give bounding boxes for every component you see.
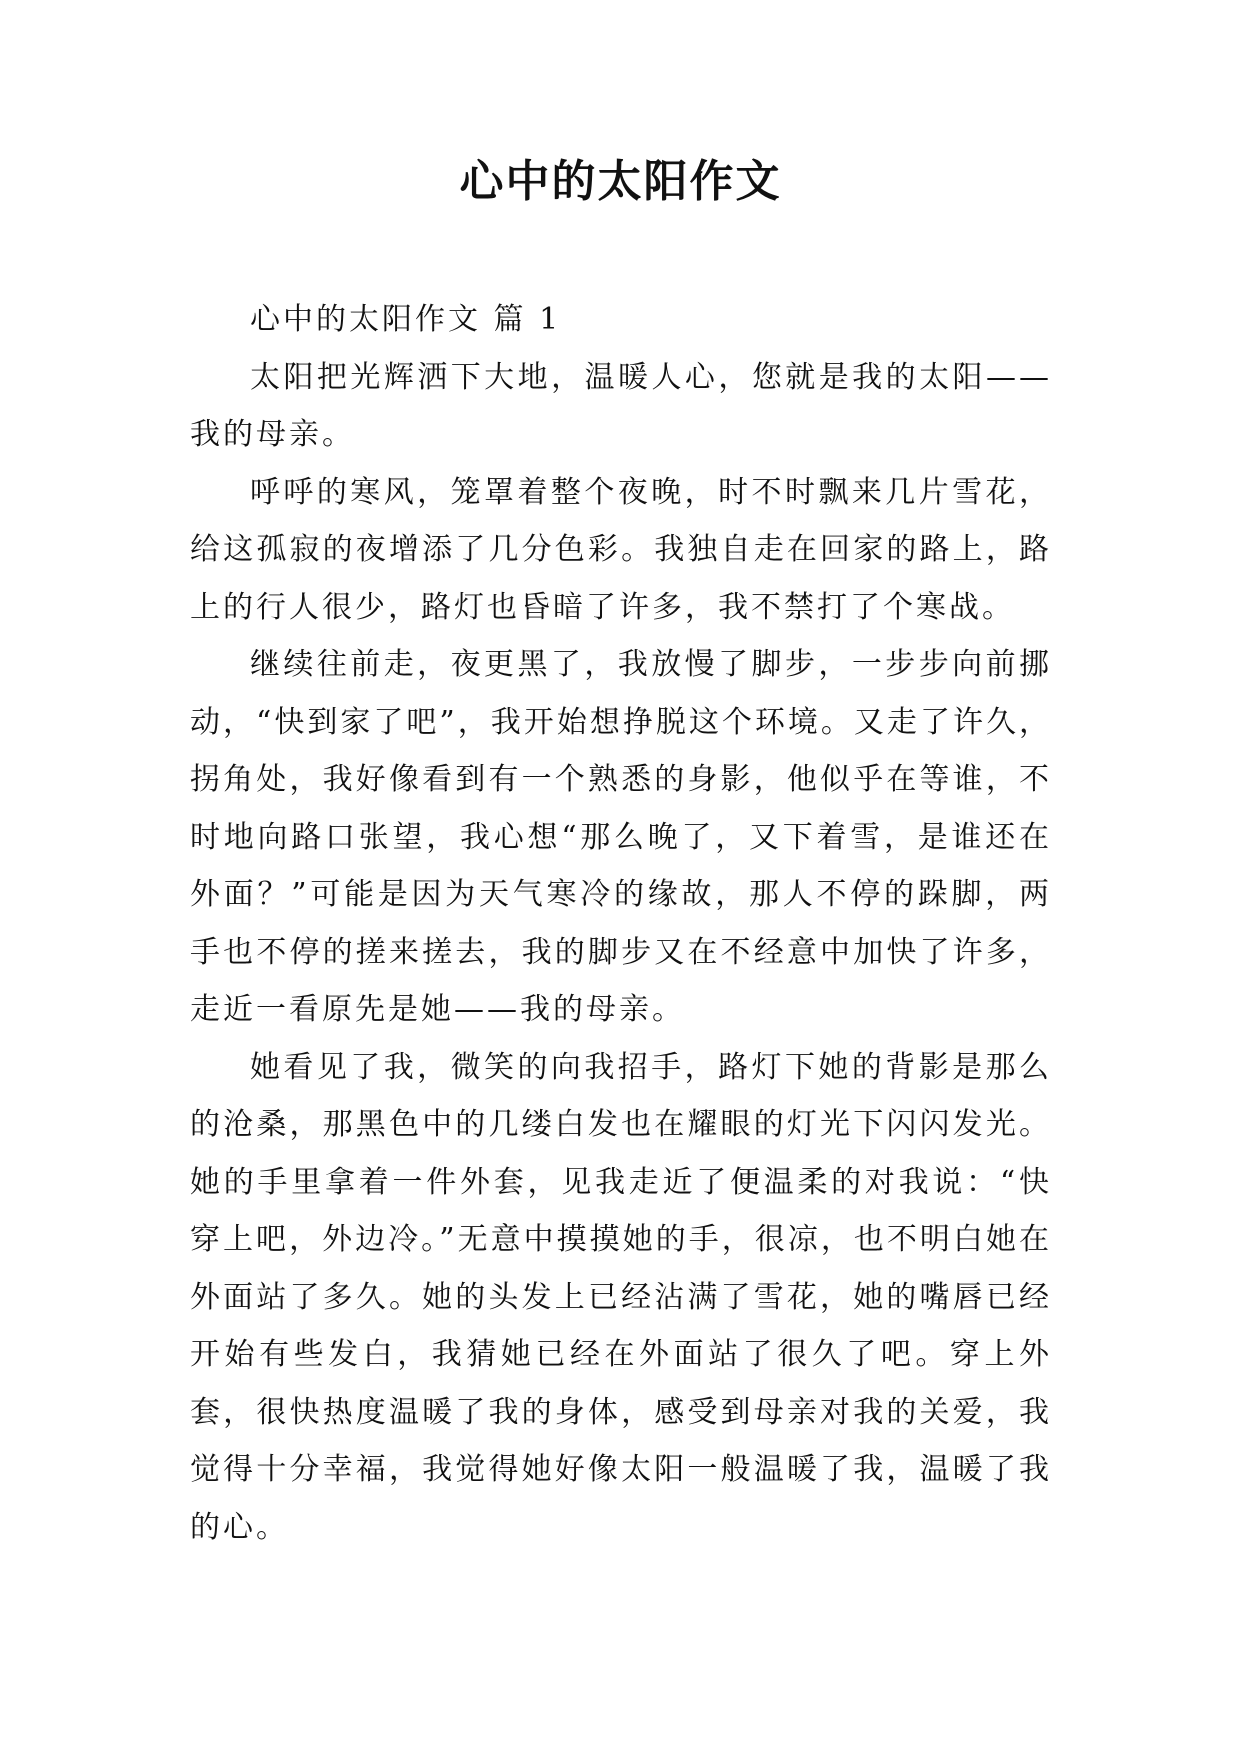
paragraph-3: 继续往前走，夜更黑了，我放慢了脚步，一步步向前挪动，“快到家了吧”，我开始想挣脱这个环境。又走了许久，拐角处，我好像看到有一个熟悉的身影，他似乎在等谁，不时地向路口张望，我心想“那么晚了，又下着雪，是谁还在外面？”可能是因为天气寒冷的缘故，那人不停的跺脚，两手也不停的搓来搓去，我的脚步又在不经意中加快了许多，走近一看原先是她——我的母亲。: [190, 647, 1052, 1027]
document-body: [190, 291, 1052, 1556]
paragraph-4: 她看见了我，微笑的向我招手，路灯下她的背影是那么的沧桑，那黑色中的几缕白发也在耀眼的灯光下闪闪发光。她的手里拿着一件外套，见我走近了便温柔的对我说：“快穿上吧，外边冷。”无意中摸摸她的手，很凉，也不明白她在外面站了多久。她的头发上已经沾满了雪花，她的嘴唇已经开始有些发白，我猜她已经在外面站了很久了吧。穿上外套，很快热度温暖了我的身体，感受到母亲对我的关爱，我觉得十分幸福，我觉得她好像太阳一般温暖了我，温暖了我的心。: [190, 1049, 1052, 1545]
paragraph-2: 呼呼的寒风，笼罩着整个夜晚，时不时飘来几片雪花，给这孤寂的夜增添了几分色彩。我独自走在回家的路上，路上的行人很少，路灯也昏暗了许多，我不禁打了个寒战。: [190, 474, 1052, 625]
paragraph-1: 太阳把光辉洒下大地，温暖人心，您就是我的太阳——我的母亲。: [190, 359, 1052, 452]
section-heading: 心中的太阳作文 篇 1: [250, 302, 562, 337]
document-title: 心中的太阳作文: [459, 156, 782, 207]
